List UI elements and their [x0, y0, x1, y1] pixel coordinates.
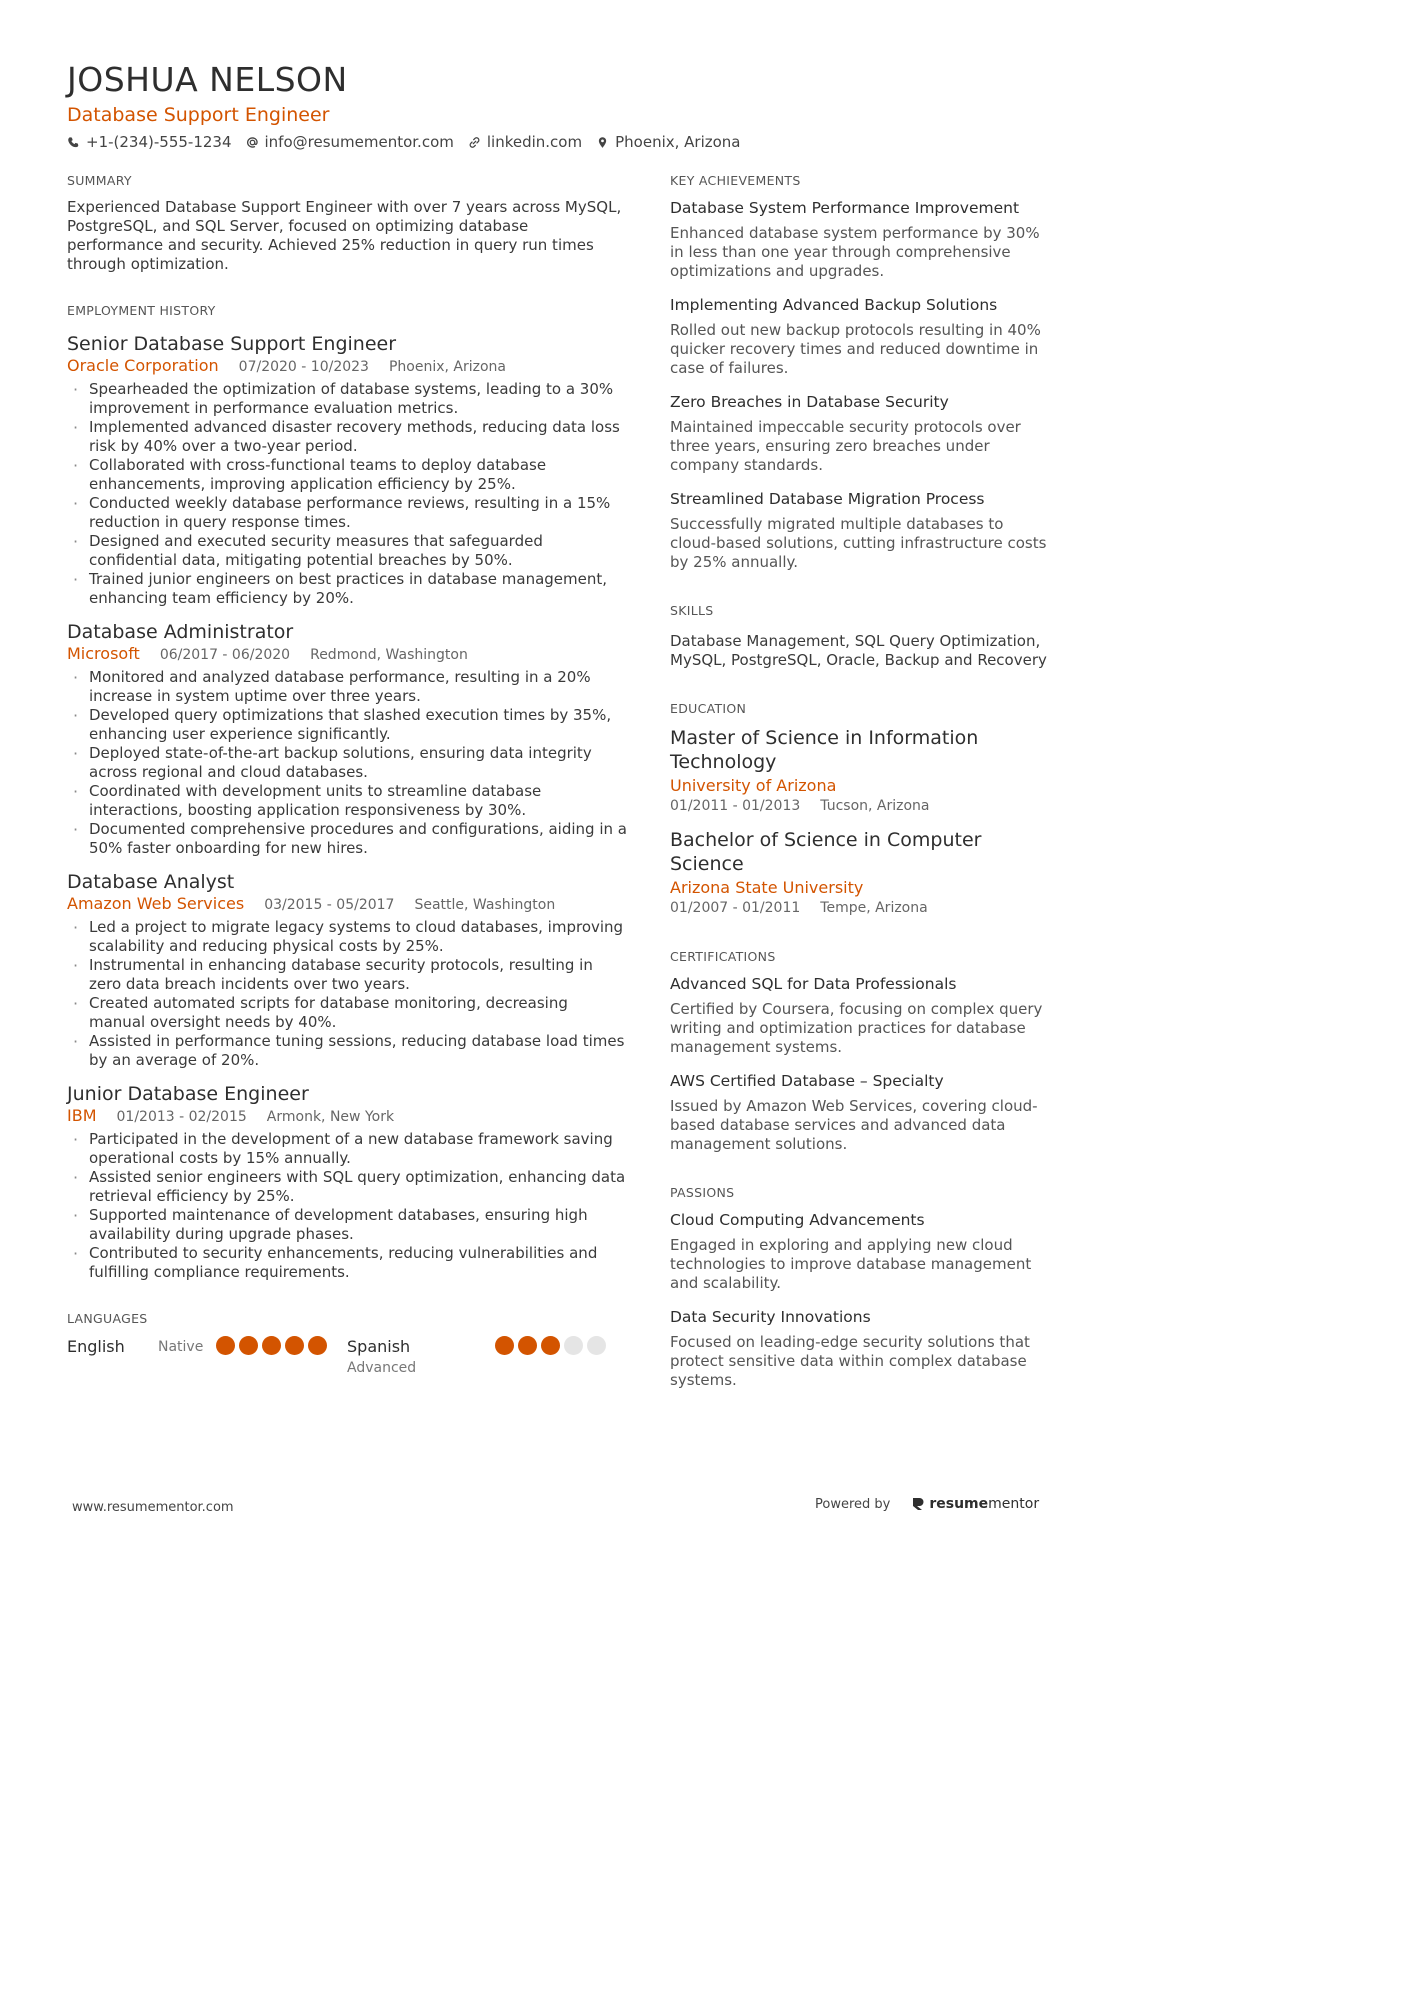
candidate-name: JOSHUA NELSON [67, 60, 348, 99]
achievement-item [670, 198, 1050, 281]
summary-section [67, 172, 627, 274]
job-bullet: · Designed and executed security measures that safeguarded confidential data, mitigating potential breaches by 50%. [67, 532, 627, 570]
rating-dot-filled [541, 1336, 560, 1355]
skills-text: Database Management, SQL Query Optimization, MySQL, PostgreSQL, Oracle, Backup and Recovery [670, 632, 1047, 669]
footer-website[interactable]: www.resumementor.com [72, 1500, 234, 1515]
job-bullet: · Documented comprehensive procedures and configurations, aiding in a 50% faster onboarding for new hires. [67, 820, 627, 858]
job-title: Junior Database Engineer [67, 1083, 309, 1105]
job-bullet: · Collaborated with cross-functional teams to deploy database enhancements, improving application efficiency by 25%. [67, 456, 627, 494]
certification-item [670, 1071, 1050, 1154]
passion-desc: Engaged in exploring and applying new cloud technologies to improve database management and scalability. [670, 1236, 1032, 1292]
section-title-education: EDUCATION [670, 701, 747, 716]
job-title: Database Analyst [67, 871, 235, 893]
languages-row [67, 1336, 627, 1378]
certifications-section [670, 948, 1050, 1154]
contact-location [596, 132, 740, 152]
job-bullet: · Participated in the development of a new database framework saving operational costs by 15% annually. [67, 1130, 627, 1168]
job-location: Redmond, Washington [310, 647, 468, 663]
at-icon [246, 136, 259, 149]
job-meta [67, 644, 627, 665]
job-bullet: · Deployed state-of-the-art backup solutions, ensuring data integrity across regional and cloud databases. [67, 744, 627, 782]
job-bullet: · Monitored and analyzed database performance, resulting in a 20% increase in system uptime over three years. [67, 668, 627, 706]
language-rating [216, 1336, 327, 1355]
job-bullet: · Implemented advanced disaster recovery methods, reducing data loss risk by 40% over a two-year period. [67, 418, 627, 456]
rating-dot-filled [308, 1336, 327, 1355]
job-bullet: · Spearheaded the optimization of database systems, leading to a 30% improvement in performance evaluation metrics. [67, 380, 627, 418]
footer-powered [815, 1496, 1039, 1512]
education-location: Tucson, Arizona [820, 798, 930, 814]
education-meta [670, 898, 1050, 918]
skills-section [670, 602, 1050, 670]
job-entry [67, 870, 627, 1070]
left-column [67, 172, 627, 1378]
rating-dot-filled [262, 1336, 281, 1355]
certification-desc: Certified by Coursera, focusing on complex query writing and optimization practices for database management systems. [670, 1000, 1043, 1056]
brand-text [929, 1496, 1039, 1512]
job-company: Oracle Corporation [67, 356, 219, 375]
rating-dot-filled [216, 1336, 235, 1355]
language-name: English [67, 1337, 125, 1356]
rating-dot-filled [518, 1336, 537, 1355]
job-bullet: · Created automated scripts for database monitoring, decreasing manual oversight needs by 40%. [67, 994, 627, 1032]
resume-header [67, 60, 1047, 152]
certification-desc: Issued by Amazon Web Services, covering cloud-based database services and advanced data management solutions. [670, 1097, 1038, 1153]
achievement-item [670, 295, 1050, 378]
candidate-title: Database Support Engineer [67, 104, 330, 126]
job-company: Microsoft [67, 644, 140, 663]
job-bullet: · Coordinated with development units to streamline database interactions, boosting application responsiveness by 30%. [67, 782, 627, 820]
job-dates: 03/2015 - 05/2017 [264, 897, 395, 913]
achievement-desc: Rolled out new backup protocols resulting in 40% quicker recovery times and reduced downtime in case of failures. [670, 321, 1041, 377]
language-text [347, 1336, 495, 1378]
contact-email[interactable] [246, 132, 454, 152]
education-school: University of Arizona [670, 776, 837, 795]
rating-dot-empty [564, 1336, 583, 1355]
powered-by-text: Powered by [815, 1496, 891, 1512]
brand-logo[interactable] [912, 1496, 1039, 1512]
job-dates: 07/2020 - 10/2023 [238, 359, 369, 375]
rating-dot-filled [239, 1336, 258, 1355]
resumementor-logo-icon [912, 1497, 925, 1511]
education-degree: Bachelor of Science in Computer Science [670, 829, 982, 875]
contact-location-text: Phoenix, Arizona [615, 133, 741, 151]
job-dates: 01/2013 - 02/2015 [116, 1109, 247, 1125]
certification-title: Advanced SQL for Data Professionals [670, 975, 957, 993]
job-bullet: · Conducted weekly database performance reviews, resulting in a 15% reduction in query response times. [67, 494, 627, 532]
job-bullet: · Assisted senior engineers with SQL query optimization, enhancing data retrieval efficiency by 25%. [67, 1168, 627, 1206]
passion-item [670, 1307, 1050, 1390]
language-english [67, 1336, 347, 1358]
achievement-title: Zero Breaches in Database Security [670, 393, 949, 411]
job-meta [67, 356, 627, 377]
employment-section [67, 302, 627, 1282]
education-item [670, 828, 1050, 918]
language-level: Advanced [347, 1360, 417, 1376]
job-bullets [67, 1130, 627, 1282]
education-item [670, 726, 1050, 816]
section-title-employment: EMPLOYMENT HISTORY [67, 303, 216, 318]
job-location: Seattle, Washington [414, 897, 556, 913]
contact-bar [67, 132, 1047, 152]
job-bullets [67, 918, 627, 1070]
achievement-desc: Maintained impeccable security protocols over three years, ensuring zero breaches under company standards. [670, 418, 1021, 474]
language-rating [495, 1336, 606, 1355]
achievement-title: Implementing Advanced Backup Solutions [670, 296, 998, 314]
passion-title: Cloud Computing Advancements [670, 1211, 925, 1229]
job-bullet: · Contributed to security enhancements, reducing vulnerabilities and fulfilling compliance requirements. [67, 1244, 627, 1282]
job-dates: 06/2017 - 06/2020 [159, 647, 291, 663]
passion-item [670, 1210, 1050, 1293]
summary-text: Experienced Database Support Engineer with over 7 years across MySQL, PostgreSQL, and SQL Server, focused on optimizing database performance and security. Achieved 25% reduction in query run times through optimization. [67, 198, 622, 273]
job-title: Database Administrator [67, 621, 294, 643]
rating-dot-filled [285, 1336, 304, 1355]
achievement-desc: Enhanced database system performance by 30% in less than one year through comprehensive optimizations and upgrades. [670, 224, 1040, 280]
achievement-title: Database System Performance Improvement [670, 199, 1020, 217]
job-bullet: · Developed query optimizations that slashed execution times by 35%, enhancing user experience significantly. [67, 706, 627, 744]
education-meta [670, 796, 1050, 816]
achievement-item [670, 392, 1050, 475]
phone-icon [67, 136, 80, 149]
brand-text-bold: resume [929, 1496, 989, 1512]
achievement-desc: Successfully migrated multiple databases to cloud-based solutions, cutting infrastructure costs by 25% annually. [670, 515, 1047, 571]
contact-phone-text: +1-(234)-555-1234 [86, 133, 232, 151]
education-dates: 01/2011 - 01/2013 [670, 798, 801, 814]
section-title-skills: SKILLS [670, 603, 714, 618]
section-title-passions: PASSIONS [670, 1185, 735, 1200]
link-icon [468, 136, 481, 149]
job-bullets [67, 380, 627, 608]
job-bullet: · Supported maintenance of development databases, ensuring high availability during upgrade phases. [67, 1206, 627, 1244]
languages-section [67, 1310, 627, 1378]
job-bullet: · Instrumental in enhancing database security protocols, resulting in zero data breach incidents over two years. [67, 956, 627, 994]
certification-item [670, 974, 1050, 1057]
job-bullets [67, 668, 627, 858]
job-location: Phoenix, Arizona [388, 359, 506, 375]
rating-dot-filled [495, 1336, 514, 1355]
job-meta [67, 1106, 627, 1127]
contact-linkedin-text: linkedin.com [486, 133, 583, 151]
contact-phone[interactable] [67, 132, 232, 152]
contact-linkedin[interactable] [468, 132, 582, 152]
achievements-section [670, 172, 1050, 572]
job-entry [67, 332, 627, 608]
achievement-item [670, 489, 1050, 572]
job-bullet: · Led a project to migrate legacy systems to cloud databases, improving scalability and reducing physical costs by 25%. [67, 918, 627, 956]
education-location: Tempe, Arizona [820, 900, 928, 916]
language-level: Native [158, 1339, 204, 1355]
education-degree: Master of Science in Information Technology [670, 727, 979, 773]
rating-dot-empty [587, 1336, 606, 1355]
passion-desc: Focused on leading-edge security solutions that protect sensitive data within complex database systems. [670, 1333, 1030, 1389]
job-location: Armonk, New York [266, 1109, 395, 1125]
education-school: Arizona State University [670, 878, 864, 897]
passions-section [670, 1184, 1050, 1390]
section-title-achievements: KEY ACHIEVEMENTS [670, 173, 801, 188]
achievement-title: Streamlined Database Migration Process [670, 490, 985, 508]
job-company: IBM [67, 1106, 97, 1125]
job-entry [67, 1082, 627, 1282]
language-spanish [347, 1336, 627, 1378]
education-section [670, 700, 1050, 918]
brand-text-rest: mentor [988, 1496, 1040, 1512]
right-column [670, 172, 1050, 1390]
job-bullet: · Assisted in performance tuning sessions, reducing database load times by an average of 20%. [67, 1032, 627, 1070]
section-title-certifications: CERTIFICATIONS [670, 949, 776, 964]
contact-email-text: info@resumementor.com [264, 133, 454, 151]
location-icon [596, 136, 609, 149]
job-company: Amazon Web Services [67, 894, 245, 913]
section-title-summary: SUMMARY [67, 173, 132, 188]
job-entry [67, 620, 627, 858]
job-title: Senior Database Support Engineer [67, 333, 397, 355]
job-meta [67, 894, 627, 915]
certification-title: AWS Certified Database – Specialty [670, 1072, 944, 1090]
language-name: Spanish [347, 1337, 411, 1356]
section-title-languages: LANGUAGES [67, 1311, 148, 1326]
education-dates: 01/2007 - 01/2011 [670, 900, 801, 916]
job-bullet: · Trained junior engineers on best practices in database management, enhancing team efficiency by 20%. [67, 570, 627, 608]
passion-title: Data Security Innovations [670, 1308, 871, 1326]
